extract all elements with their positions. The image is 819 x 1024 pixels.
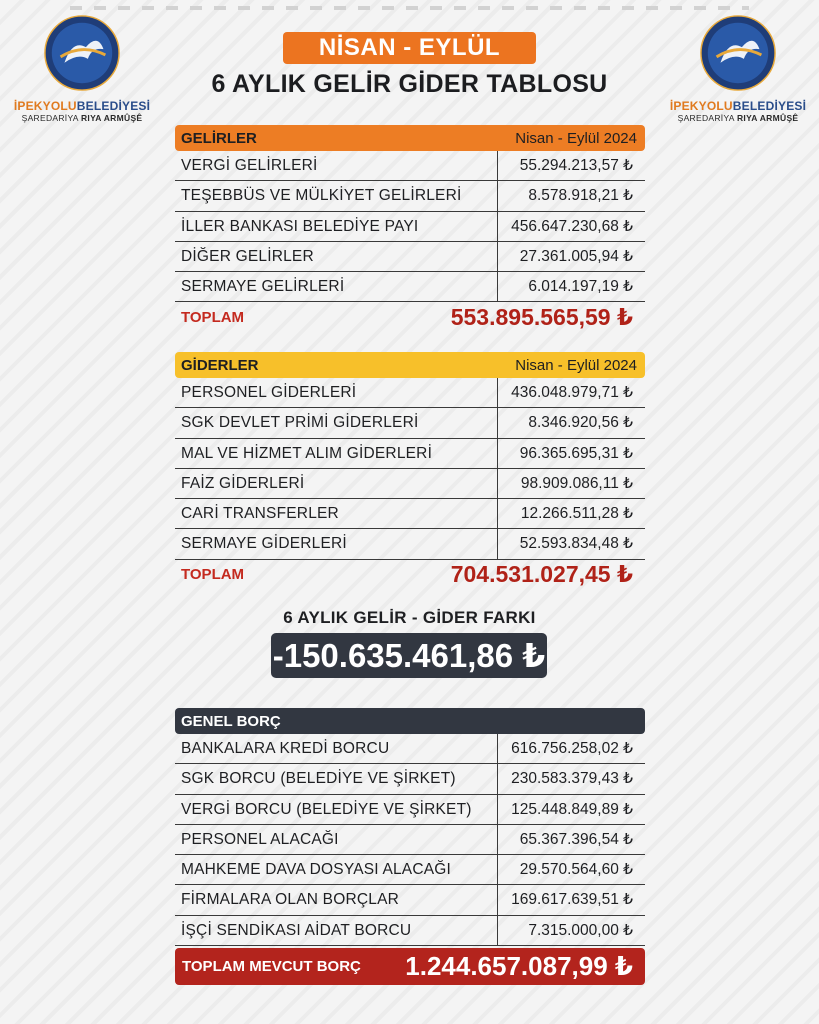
row-label: SERMAYE GELİRLERİ: [175, 272, 498, 301]
row-label: SERMAYE GİDERLERİ: [175, 529, 498, 558]
table-row: [175, 378, 645, 408]
row-value: 6.014.197,19 ₺: [528, 278, 633, 296]
income-heading: GELİRLER: [181, 129, 257, 147]
row-label: MAL VE HİZMET ALIM GİDERLERİ: [175, 439, 498, 468]
row-value: 98.909.086,11 ₺: [520, 474, 633, 492]
table-row: [175, 734, 645, 764]
expense-table-header: [175, 352, 645, 378]
row-value: 7.315.000,00 ₺: [528, 921, 633, 939]
row-label: DİĞER GELİRLER: [175, 242, 498, 271]
row-value: 27.361.005,94 ₺: [519, 247, 633, 265]
row-value: 65.367.396,54 ₺: [519, 830, 633, 848]
debt-table-header: [175, 708, 645, 734]
period-badge: NİSAN - EYLÜL: [283, 32, 536, 64]
row-label: VERGİ GELİRLERİ: [175, 151, 498, 180]
income-table: [175, 125, 645, 332]
row-value: 8.578.918,21 ₺: [528, 187, 633, 205]
row-value: 96.365.695,31 ₺: [519, 444, 633, 462]
row-label: SGK DEVLET PRİMİ GİDERLERİ: [175, 408, 498, 437]
expense-period: Nisan - Eylül 2024: [515, 356, 637, 374]
row-label: PERSONEL ALACAĞI: [175, 825, 498, 854]
table-row: [175, 499, 645, 529]
row-value: 456.647.230,68 ₺: [511, 217, 633, 235]
row-label: FİRMALARA OLAN BORÇLAR: [175, 885, 498, 914]
expense-total-row: [175, 560, 645, 590]
page-title: 6 AYLIK GELİR GİDER TABLOSU: [211, 70, 608, 98]
table-row: [175, 855, 645, 885]
table-row: [175, 916, 645, 946]
expense-total-value: 704.531.027,45 ₺: [450, 561, 633, 588]
top-dotted-border: [70, 6, 749, 10]
row-label: İLLER BANKASI BELEDİYE PAYI: [175, 212, 498, 241]
total-debt-value: 1.244.657.087,99 ₺: [405, 951, 633, 981]
income-total-value: 553.895.565,59 ₺: [450, 303, 633, 330]
municipality-logo-right: [668, 14, 808, 123]
table-row: [175, 151, 645, 181]
table-row: [175, 825, 645, 855]
row-label: PERSONEL GİDERLERİ: [175, 378, 498, 407]
table-row: [175, 795, 645, 825]
income-period: Nisan - Eylül 2024: [515, 129, 637, 147]
row-label: TEŞEBBÜS VE MÜLKİYET GELİRLERİ: [175, 181, 498, 210]
table-row: [175, 439, 645, 469]
row-value: 169.617.639,51 ₺: [511, 891, 633, 909]
row-value: 230.583.379,43 ₺: [511, 770, 633, 788]
difference-label: 6 AYLIK GELİR - GİDER FARKI: [283, 608, 536, 627]
row-label: İŞÇİ SENDİKASI AİDAT BORCU: [175, 916, 498, 945]
logo-name: İPEKYOLUBELEDİYESİ: [13, 99, 151, 113]
row-value: 52.593.834,48 ₺: [519, 535, 633, 553]
total-debt-bar: [175, 948, 645, 985]
row-value: 125.448.849,89 ₺: [511, 800, 633, 818]
row-value: 436.048.979,71 ₺: [511, 384, 633, 401]
table-row: [175, 242, 645, 272]
row-value: 12.266.511,28 ₺: [520, 505, 633, 523]
table-row: [175, 212, 645, 242]
debt-heading: GENEL BORÇ: [181, 712, 281, 730]
row-label: CARİ TRANSFERLER: [175, 499, 498, 528]
expense-total-label: TOPLAM: [181, 566, 245, 584]
table-row: [175, 181, 645, 211]
logo-subtitle: ŞAREDARİYA RIYA ARMÛŞÊ: [677, 113, 799, 123]
table-row: [175, 272, 645, 302]
table-row: [175, 469, 645, 499]
table-row: [175, 764, 645, 794]
debt-table: [175, 708, 645, 946]
income-table-header: [175, 125, 645, 151]
row-value: 29.570.564,60 ₺: [519, 861, 633, 879]
row-label: FAİZ GİDERLERİ: [175, 469, 498, 498]
total-debt-label: TOPLAM MEVCUT BORÇ: [182, 958, 361, 975]
municipality-logo-left: [12, 14, 152, 123]
expense-table: [175, 352, 645, 590]
row-value: 8.346.920,56 ₺: [528, 414, 633, 432]
expense-heading: GİDERLER: [181, 356, 259, 374]
income-total-label: TOPLAM: [181, 308, 245, 326]
income-total-row: [175, 302, 645, 332]
logo-subtitle: ŞAREDARİYA RIYA ARMÛŞÊ: [21, 113, 143, 123]
row-label: BANKALARA KREDİ BORCU: [175, 734, 498, 763]
table-row: [175, 408, 645, 438]
row-value: 55.294.213,57 ₺: [519, 157, 633, 174]
row-label: MAHKEME DAVA DOSYASI ALACAĞI: [175, 855, 498, 884]
difference-value: -150.635.461,86 ₺: [271, 633, 547, 678]
logo-name: İPEKYOLUBELEDİYESİ: [669, 99, 807, 113]
table-row: [175, 529, 645, 559]
row-label: SGK BORCU (BELEDİYE VE ŞİRKET): [175, 764, 498, 793]
row-value: 616.756.258,02 ₺: [511, 740, 633, 757]
table-row: [175, 885, 645, 915]
row-label: VERGİ BORCU (BELEDİYE VE ŞİRKET): [175, 795, 498, 824]
